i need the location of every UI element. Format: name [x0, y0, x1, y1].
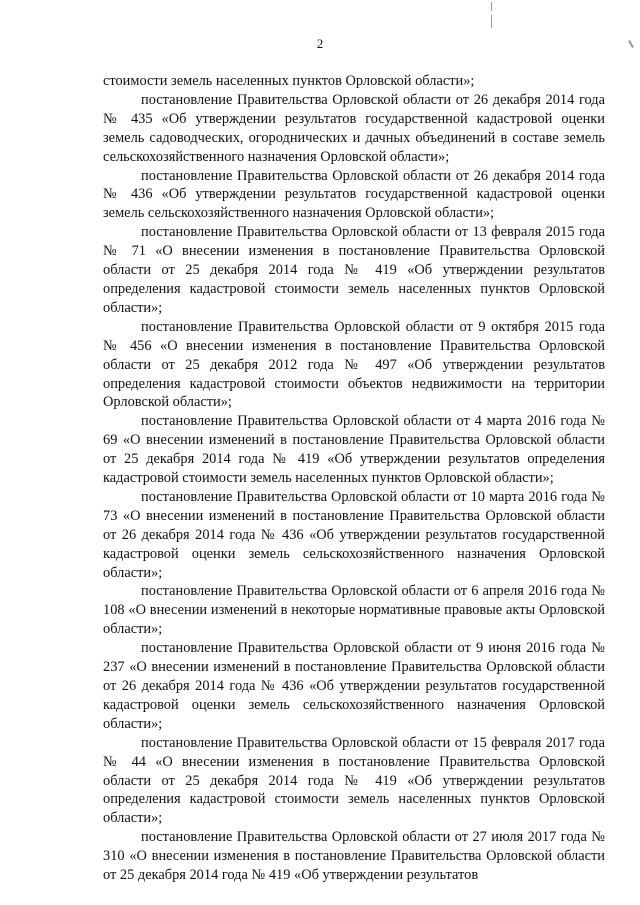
- paragraph: постановление Правительства Орловской области от 26 декабря 2014 года № 436 «Об утверждении результатов государственной кадастровой оценки земель сельскохозяйственного назначения Орловской области»;: [103, 167, 605, 222]
- paragraph: постановление Правительства Орловской области от 9 октября 2015 года № 456 «О внесении изменения в постановление Правительства Орловской области от 25 декабря 2012 года № 497 «Об утверждении результатов определения кадастровой стоимости объектов недвижимости на территории Орловской области»;: [103, 318, 605, 411]
- paragraph: постановление Правительства Орловской области от 15 февраля 2017 года № 44 «О внесении изменения в постановление Правительства Орловской области от 25 декабря 2014 года № 419 «Об утверждении результатов определения кадастровой стоимости земель населенных пунктов Орловской области»;: [103, 734, 605, 827]
- document-body: [103, 72, 605, 885]
- paragraph: стоимости земель населенных пунктов Орловской области»;: [103, 73, 475, 89]
- scan-mark: [491, 15, 492, 28]
- page-number: 2: [316, 36, 324, 51]
- paragraph: постановление Правительства Орловской области от 26 декабря 2014 года № 435 «Об утверждении результатов государственной кадастровой оценки земель садоводческих, огороднических и дачных объединений в составе земель сельскохозяйственного назначения Орловской области»;: [103, 91, 605, 165]
- paragraph: постановление Правительства Орловской области от 9 июня 2016 года № 237 «О внесении изменений в постановление Правительства Орловской области от 26 декабря 2014 года № 436 «Об утверждении результатов государственной кадастровой оценки земель сельскохозяйственного назначения Орловской области»;: [103, 640, 605, 732]
- paragraph: постановление Правительства Орловской области от 10 марта 2016 года № 73 «О внесении изменений в постановление Правительства Орловской области от 26 декабря 2014 года № 436 «Об утверждении результатов государственной кадастровой оценки земель сельскохозяйственного назначения Орловской области»;: [103, 488, 605, 581]
- paragraph: постановление Правительства Орловской области от 13 февраля 2015 года № 71 «О внесении изменения в постановление Правительства Орловской области от 25 декабря 2014 года № 419 «Об утверждении результатов определения кадастровой стоимости земель населенных пунктов Орловской области»;: [103, 224, 605, 316]
- scan-mark: [491, 2, 492, 11]
- paragraph: постановление Правительства Орловской области от 6 апреля 2016 года № 108 «О внесении изменений в некоторые нормативные правовые акты Орловской области»;: [103, 583, 605, 638]
- paragraph: постановление Правительства Орловской области от 4 марта 2016 года № 69 «О внесении изменений в постановление Правительства Орловской области от 25 декабря 2014 года № 419 «Об утверждении результатов определения кадастровой стоимости земель населенных пунктов Орловской области»;: [103, 413, 605, 487]
- paragraph: постановление Правительства Орловской области от 27 июля 2017 года № 310 «О внесении изменения в постановление Правительства Орловской области от 25 декабря 2014 года № 419 «Об утверждении результатов: [103, 829, 605, 884]
